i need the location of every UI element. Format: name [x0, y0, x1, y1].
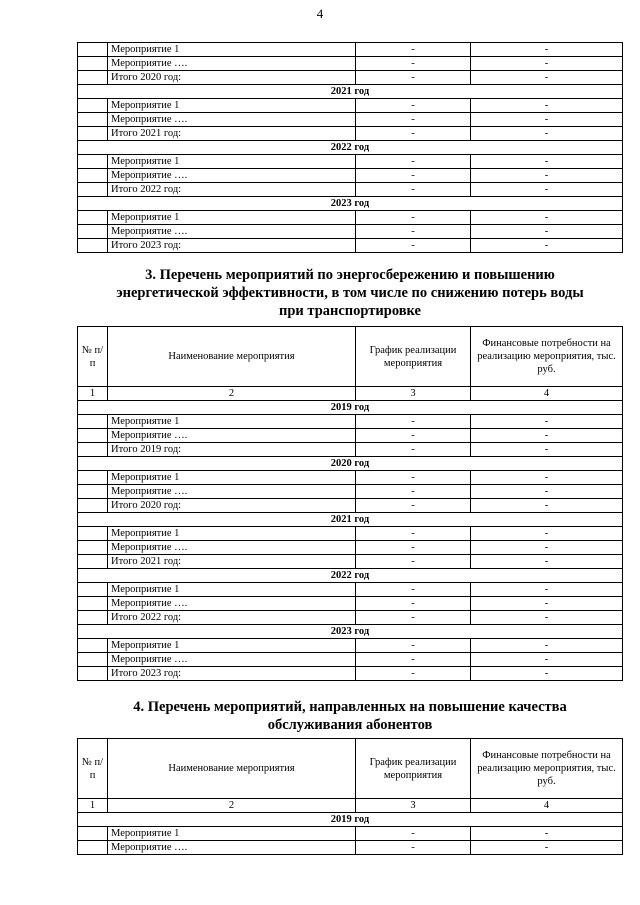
- row-number: [78, 555, 108, 569]
- year-row: [78, 197, 623, 211]
- schedule-value: -: [356, 827, 471, 841]
- measure-row: [78, 57, 623, 71]
- column-number: 4: [471, 387, 623, 401]
- measure-name: Мероприятие 1: [108, 211, 356, 225]
- measure-row: [78, 485, 623, 499]
- measure-name: Мероприятие 1: [108, 99, 356, 113]
- measure-row: [78, 155, 623, 169]
- total-label: Итого 2020 год:: [108, 499, 356, 513]
- finance-value: -: [471, 183, 623, 197]
- energy-saving-measures-table: [77, 326, 623, 681]
- schedule-value: -: [356, 99, 471, 113]
- total-row: [78, 667, 623, 681]
- finance-value: -: [471, 827, 623, 841]
- total-label: Итого 2021 год:: [108, 127, 356, 141]
- total-row: [78, 499, 623, 513]
- section-3-title: [80, 266, 620, 320]
- year-label: 2023 год: [78, 197, 623, 211]
- column-number: 2: [108, 799, 356, 813]
- measures-table-continued: [77, 42, 623, 253]
- measure-row: [78, 653, 623, 667]
- column-number: 4: [471, 799, 623, 813]
- finance-value: -: [471, 43, 623, 57]
- row-number: [78, 443, 108, 457]
- measure-row: [78, 541, 623, 555]
- row-number: [78, 485, 108, 499]
- finance-value: -: [471, 667, 623, 681]
- schedule-value: -: [356, 841, 471, 855]
- header-number: № п/п: [78, 739, 108, 799]
- measure-row: [78, 597, 623, 611]
- measure-row: [78, 841, 623, 855]
- year-row: [78, 457, 623, 471]
- header-schedule: График реализации мероприятия: [356, 327, 471, 387]
- schedule-value: -: [356, 239, 471, 253]
- schedule-value: -: [356, 499, 471, 513]
- total-label: Итого 2022 год:: [108, 611, 356, 625]
- total-label: Итого 2021 год:: [108, 555, 356, 569]
- measure-name: Мероприятие ….: [108, 225, 356, 239]
- measure-name: Мероприятие 1: [108, 583, 356, 597]
- measure-row: [78, 169, 623, 183]
- finance-value: -: [471, 485, 623, 499]
- table-header-row: [78, 739, 623, 799]
- finance-value: -: [471, 113, 623, 127]
- total-row: [78, 611, 623, 625]
- measure-row: [78, 471, 623, 485]
- finance-value: -: [471, 583, 623, 597]
- total-label: Итого 2022 год:: [108, 183, 356, 197]
- schedule-value: -: [356, 485, 471, 499]
- measure-name: Мероприятие ….: [108, 653, 356, 667]
- measure-name: Мероприятие 1: [108, 471, 356, 485]
- finance-value: -: [471, 611, 623, 625]
- schedule-value: -: [356, 225, 471, 239]
- row-number: [78, 225, 108, 239]
- row-number: [78, 611, 108, 625]
- schedule-value: -: [356, 169, 471, 183]
- row-number: [78, 127, 108, 141]
- total-label: Итого 2019 год:: [108, 443, 356, 457]
- section-4-title: [80, 698, 620, 734]
- finance-value: -: [471, 429, 623, 443]
- column-number: 3: [356, 799, 471, 813]
- finance-value: -: [471, 639, 623, 653]
- row-number: [78, 43, 108, 57]
- total-row: [78, 239, 623, 253]
- total-row: [78, 127, 623, 141]
- row-number: [78, 583, 108, 597]
- measure-name: Мероприятие ….: [108, 597, 356, 611]
- finance-value: -: [471, 211, 623, 225]
- header-schedule: График реализации мероприятия: [356, 739, 471, 799]
- finance-value: -: [471, 225, 623, 239]
- total-row: [78, 443, 623, 457]
- finance-value: -: [471, 841, 623, 855]
- schedule-value: -: [356, 415, 471, 429]
- measure-name: Мероприятие ….: [108, 169, 356, 183]
- row-number: [78, 169, 108, 183]
- schedule-value: -: [356, 653, 471, 667]
- year-label: 2021 год: [78, 513, 623, 527]
- finance-value: -: [471, 499, 623, 513]
- year-label: 2023 год: [78, 625, 623, 639]
- column-number: 2: [108, 387, 356, 401]
- column-number: 3: [356, 387, 471, 401]
- row-number: [78, 541, 108, 555]
- measure-row: [78, 827, 623, 841]
- section-4-title-line-1: 4. Перечень мероприятий, направленных на повышение качества: [133, 699, 567, 715]
- finance-value: -: [471, 471, 623, 485]
- column-number: 1: [78, 799, 108, 813]
- table-header-row: [78, 327, 623, 387]
- section-3-title-line-3: при транспортировке: [279, 303, 421, 319]
- row-number: [78, 99, 108, 113]
- row-number: [78, 183, 108, 197]
- finance-value: -: [471, 57, 623, 71]
- finance-value: -: [471, 71, 623, 85]
- schedule-value: -: [356, 611, 471, 625]
- total-row: [78, 555, 623, 569]
- total-row: [78, 71, 623, 85]
- schedule-value: -: [356, 527, 471, 541]
- year-row: [78, 625, 623, 639]
- schedule-value: -: [356, 211, 471, 225]
- measure-name: Мероприятие 1: [108, 639, 356, 653]
- year-row: [78, 85, 623, 99]
- measure-name: Мероприятие ….: [108, 429, 356, 443]
- year-label: 2019 год: [78, 813, 623, 827]
- section-3-title-line-1: 3. Перечень мероприятий по энергосбережению и повышению: [145, 267, 555, 283]
- year-row: [78, 513, 623, 527]
- schedule-value: -: [356, 555, 471, 569]
- schedule-value: -: [356, 183, 471, 197]
- schedule-value: -: [356, 471, 471, 485]
- year-label: 2022 год: [78, 569, 623, 583]
- measure-name: Мероприятие ….: [108, 541, 356, 555]
- year-label: 2020 год: [78, 457, 623, 471]
- schedule-value: -: [356, 583, 471, 597]
- service-quality-measures-table: [77, 738, 623, 855]
- row-number: [78, 239, 108, 253]
- header-financing: Финансовые потребности на реализацию мероприятия, тыс. руб.: [471, 327, 623, 387]
- schedule-value: -: [356, 113, 471, 127]
- row-number: [78, 841, 108, 855]
- column-numbering-row: [78, 387, 623, 401]
- finance-value: -: [471, 653, 623, 667]
- row-number: [78, 57, 108, 71]
- total-row: [78, 183, 623, 197]
- finance-value: -: [471, 239, 623, 253]
- row-number: [78, 667, 108, 681]
- total-label: Итого 2023 год:: [108, 239, 356, 253]
- header-number: № п/п: [78, 327, 108, 387]
- year-row: [78, 813, 623, 827]
- measure-name: Мероприятие ….: [108, 485, 356, 499]
- schedule-value: -: [356, 639, 471, 653]
- finance-value: -: [471, 541, 623, 555]
- schedule-value: -: [356, 127, 471, 141]
- row-number: [78, 211, 108, 225]
- total-label: Итого 2020 год:: [108, 71, 356, 85]
- schedule-value: -: [356, 57, 471, 71]
- row-number: [78, 155, 108, 169]
- schedule-value: -: [356, 429, 471, 443]
- measure-row: [78, 527, 623, 541]
- measure-name: Мероприятие 1: [108, 827, 356, 841]
- year-label: 2019 год: [78, 401, 623, 415]
- finance-value: -: [471, 527, 623, 541]
- measure-row: [78, 211, 623, 225]
- schedule-value: -: [356, 43, 471, 57]
- measure-row: [78, 415, 623, 429]
- schedule-value: -: [356, 71, 471, 85]
- row-number: [78, 471, 108, 485]
- column-numbering-row: [78, 799, 623, 813]
- row-number: [78, 499, 108, 513]
- measure-row: [78, 429, 623, 443]
- header-measure-name: Наименование мероприятия: [108, 327, 356, 387]
- row-number: [78, 429, 108, 443]
- measure-name: Мероприятие ….: [108, 113, 356, 127]
- measure-row: [78, 639, 623, 653]
- year-row: [78, 569, 623, 583]
- year-row: [78, 141, 623, 155]
- measure-row: [78, 583, 623, 597]
- finance-value: -: [471, 597, 623, 611]
- measure-row: [78, 99, 623, 113]
- row-number: [78, 827, 108, 841]
- year-label: 2022 год: [78, 141, 623, 155]
- row-number: [78, 639, 108, 653]
- finance-value: -: [471, 155, 623, 169]
- row-number: [78, 527, 108, 541]
- page-number: 4: [316, 6, 324, 21]
- section-4-title-line-2: обслуживания абонентов: [267, 717, 433, 733]
- row-number: [78, 415, 108, 429]
- measure-name: Мероприятие 1: [108, 155, 356, 169]
- measure-row: [78, 225, 623, 239]
- measure-name: Мероприятие 1: [108, 415, 356, 429]
- measure-row: [78, 43, 623, 57]
- measure-name: Мероприятие ….: [108, 57, 356, 71]
- measure-name: Мероприятие 1: [108, 527, 356, 541]
- row-number: [78, 597, 108, 611]
- header-measure-name: Наименование мероприятия: [108, 739, 356, 799]
- section-3-title-line-2: энергетической эффективности, в том числе по снижению потерь воды: [116, 285, 584, 301]
- header-financing: Финансовые потребности на реализацию мероприятия, тыс. руб.: [471, 739, 623, 799]
- schedule-value: -: [356, 541, 471, 555]
- finance-value: -: [471, 99, 623, 113]
- finance-value: -: [471, 555, 623, 569]
- total-label: Итого 2023 год:: [108, 667, 356, 681]
- measure-row: [78, 113, 623, 127]
- finance-value: -: [471, 443, 623, 457]
- measure-name: Мероприятие ….: [108, 841, 356, 855]
- year-label: 2021 год: [78, 85, 623, 99]
- finance-value: -: [471, 127, 623, 141]
- year-row: [78, 401, 623, 415]
- row-number: [78, 653, 108, 667]
- row-number: [78, 71, 108, 85]
- finance-value: -: [471, 169, 623, 183]
- schedule-value: -: [356, 667, 471, 681]
- schedule-value: -: [356, 443, 471, 457]
- column-number: 1: [78, 387, 108, 401]
- finance-value: -: [471, 415, 623, 429]
- schedule-value: -: [356, 155, 471, 169]
- measure-name: Мероприятие 1: [108, 43, 356, 57]
- schedule-value: -: [356, 597, 471, 611]
- row-number: [78, 113, 108, 127]
